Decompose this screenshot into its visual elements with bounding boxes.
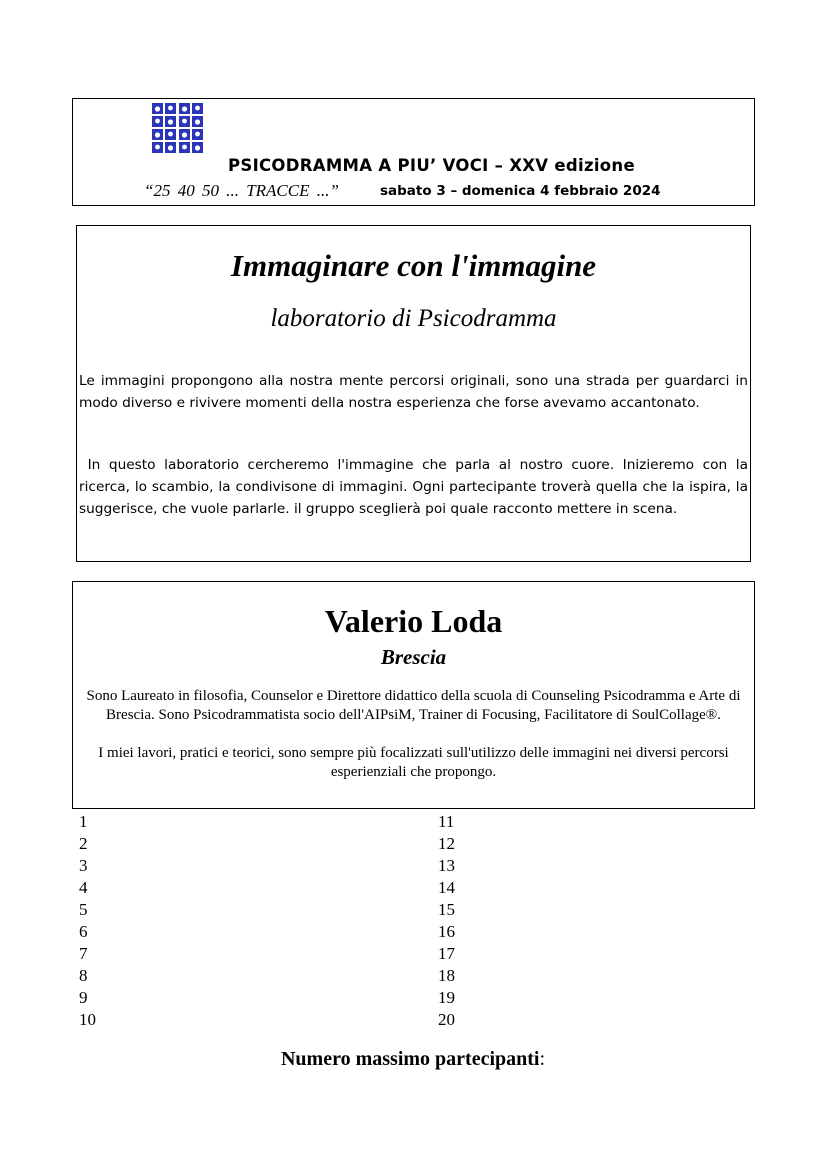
event-dates: sabato 3 – domenica 4 febbraio 2024 [380, 183, 661, 199]
workshop-subtitle: laboratorio di Psicodramma [270, 305, 557, 332]
participant-slot-number: 11 [438, 812, 455, 831]
participant-slot-number: 19 [438, 988, 455, 1007]
participant-slot-number: 15 [438, 900, 455, 919]
participant-slot-number: 16 [438, 922, 455, 941]
participant-slot-number: 7 [79, 944, 88, 963]
speaker-bio: Sono Laureato in filosofia, Counselor e Direttore didattico della scuola di Counseling Psicodramma e Arte di Brescia. Sono Psicodrammatista socio dell'AIPsiM, Trainer di Focusing, Facilitatore di SoulCollage®. [86, 688, 741, 723]
participant-slot-number: 9 [79, 988, 88, 1007]
max-participants-colon: : [539, 1048, 546, 1070]
participant-slot-number: 13 [438, 856, 455, 875]
speaker-name: Valerio Loda [324, 603, 503, 639]
workshop-description-paragraph: Le immagini propongono alla nostra mente percorsi originali, sono una strada per guardarci in modo diverso e rivivere momenti della nostra esperienza che forse avevamo accantonato. [79, 373, 748, 411]
participant-slot-number: 1 [79, 812, 88, 831]
participant-slot-number: 2 [79, 834, 88, 853]
header-box [72, 98, 755, 206]
workshop-description-paragraph: In questo laboratorio cercheremo l'immagine che parla al nostro cuore. Inizieremo con la ricerca, lo scambio, la condivisone di immagini. Ogni partecipante troverà quella che la ispira, la suggerisce, che vuole parlarle. il gruppo sceglierà poi quale racconto mettere in scena. [79, 457, 748, 517]
participant-slot-number: 8 [79, 966, 88, 985]
event-title: PSICODRAMMA A PIU’ VOCI – XXV edizione [228, 156, 635, 175]
max-participants-label: Numero massimo partecipanti [280, 1048, 540, 1070]
participant-slot-number: 6 [79, 922, 88, 941]
max-participants-line [0, 1048, 826, 1071]
workshop-title: Immaginare con l'immagine [230, 248, 597, 283]
participant-slot-number: 12 [438, 834, 455, 853]
workshop-box [76, 225, 751, 562]
speaker-city: Brescia [380, 645, 447, 669]
speaker-box [72, 581, 755, 809]
event-motto: “25 40 50 ... TRACCE ...” [144, 181, 339, 200]
speaker-bio: I miei lavori, pratici e teorici, sono sempre più focalizzati sull'utilizzo delle immagini nei diversi percorsi esperienziali che propongo. [98, 745, 729, 780]
participant-slot-number: 10 [79, 1010, 96, 1029]
participant-slot-number: 18 [438, 966, 455, 985]
participant-slot-number: 5 [79, 900, 88, 919]
participant-slot-number: 14 [438, 878, 455, 897]
participant-slot-number: 4 [79, 878, 88, 897]
participant-slot-number: 17 [438, 944, 455, 963]
participant-slot-number: 20 [438, 1010, 455, 1029]
hands-logo-icon [152, 103, 204, 153]
participant-slot-number: 3 [79, 856, 88, 875]
